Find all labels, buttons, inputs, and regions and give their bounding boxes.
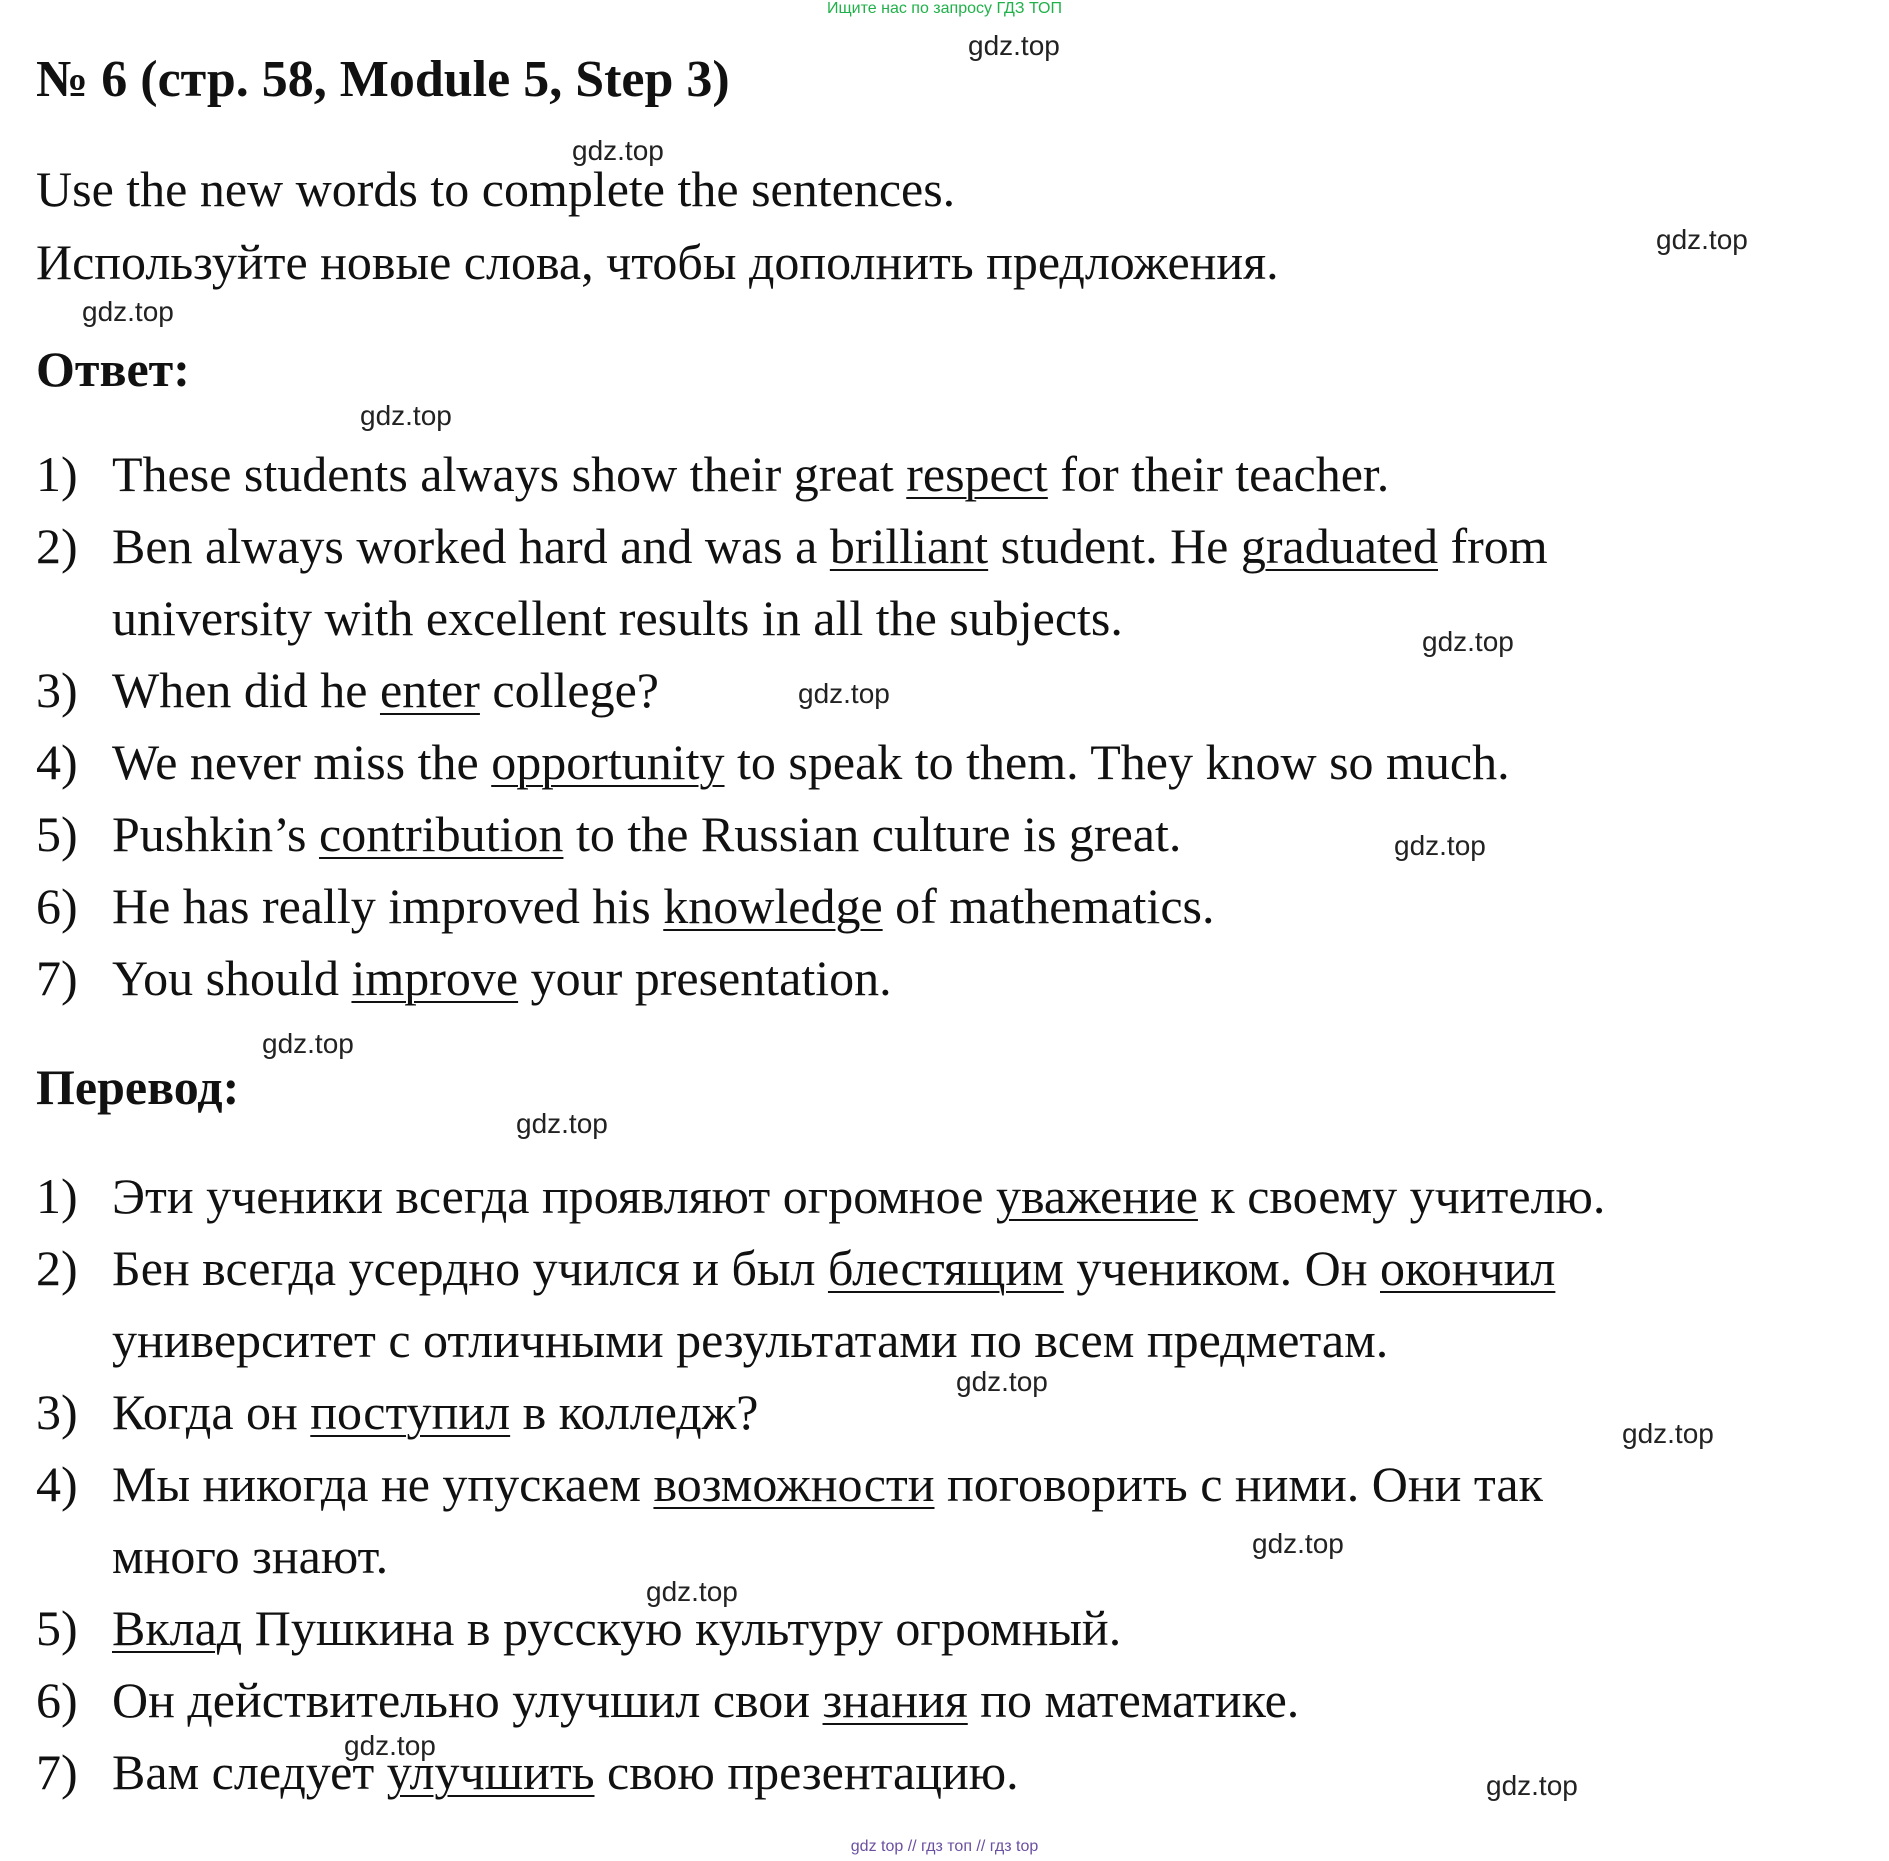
underlined-word: улучшить — [386, 1744, 595, 1800]
item-continuation: университет с отличными результатами по всем предметам. — [112, 1312, 1389, 1368]
watermark: gdz.top — [1656, 224, 1748, 255]
underlined-word: уважение — [995, 1168, 1198, 1224]
watermark: gdz.top — [262, 1028, 354, 1059]
page-title: № 6 (стр. 58, Module 5, Step 3) — [36, 51, 730, 108]
watermark: gdz.top — [968, 30, 1060, 61]
item-number: 2) — [36, 518, 78, 574]
underlined-word: respect — [906, 446, 1048, 502]
item-text: of mathematics. — [882, 878, 1215, 934]
answer-item-1 — [36, 438, 1389, 510]
translation-item-4 — [36, 1448, 1543, 1592]
item-text: We never miss the — [112, 734, 492, 790]
item-number: 1) — [36, 446, 78, 502]
underlined-word: блестящим — [827, 1240, 1064, 1296]
watermark: gdz.top — [344, 1730, 436, 1761]
underlined-word: поступил — [310, 1384, 511, 1440]
item-continuation: university with excellent results in all the subjects. — [112, 590, 1123, 646]
underlined-word: improve — [351, 950, 519, 1006]
underlined-word: brilliant — [829, 518, 989, 574]
answer-item-5 — [36, 798, 1181, 870]
item-text: свою презентацию. — [594, 1744, 1019, 1800]
item-text: He has really improved his — [112, 878, 664, 934]
item-text: поговорить с ними. Они так — [934, 1456, 1543, 1512]
item-text: к своему учителю. — [1197, 1168, 1606, 1224]
item-text: You should — [112, 950, 352, 1006]
watermark: gdz.top — [956, 1366, 1048, 1397]
item-text: Вам следует — [112, 1744, 387, 1800]
watermark: gdz.top — [572, 135, 664, 166]
item-text: Pushkin’s — [112, 806, 320, 862]
answer-item-3 — [36, 654, 659, 726]
watermark: gdz.top — [1252, 1528, 1344, 1559]
answer-item-4 — [36, 726, 1510, 798]
translation-item-6 — [36, 1664, 1299, 1736]
answer-heading: Ответ: — [36, 341, 190, 397]
item-text: по математике. — [967, 1672, 1300, 1728]
item-number: 3) — [36, 1384, 78, 1440]
item-text: в колледж? — [510, 1384, 759, 1440]
watermark: gdz.top — [82, 296, 174, 327]
item-text: college? — [479, 662, 659, 718]
translation-heading: Перевод: — [36, 1059, 240, 1115]
translation-item-7 — [36, 1736, 1019, 1808]
underlined-word: Вклад — [112, 1600, 243, 1656]
underlined-word: knowledge — [663, 878, 883, 934]
watermark: gdz.top — [646, 1576, 738, 1607]
watermark: gdz.top — [1394, 830, 1486, 861]
item-number: 6) — [36, 1672, 78, 1728]
item-text: to the Russian culture is great. — [563, 806, 1182, 862]
item-text: When did he — [112, 662, 380, 718]
underlined-word: graduated — [1240, 518, 1438, 574]
item-number: 4) — [36, 734, 78, 790]
instruction-ru: Используйте новые слова, чтобы дополнить предложения. — [36, 234, 1279, 290]
item-number: 6) — [36, 878, 78, 934]
answer-item-7 — [36, 942, 892, 1014]
watermark: gdz.top — [1622, 1418, 1714, 1449]
underlined-word: opportunity — [491, 734, 725, 790]
underlined-word: знания — [822, 1672, 968, 1728]
answer-item-6 — [36, 870, 1214, 942]
underlined-word: окончил — [1380, 1240, 1556, 1296]
item-continuation: много знают. — [112, 1528, 389, 1584]
item-text: Бен всегда усердно учился и был — [112, 1240, 828, 1296]
item-text: учеником. Он — [1063, 1240, 1380, 1296]
item-text: to speak to them. They know so much. — [724, 734, 1510, 790]
item-text: your presentation. — [518, 950, 892, 1006]
item-text: student. He — [988, 518, 1241, 574]
item-text: Пушкина в русскую культуру огромный. — [242, 1600, 1122, 1656]
item-number: 1) — [36, 1168, 78, 1224]
item-text: for their teacher. — [1047, 446, 1390, 502]
translation-item-1 — [36, 1160, 1605, 1232]
item-text: Когда он — [112, 1384, 311, 1440]
item-number: 7) — [36, 1744, 78, 1800]
watermark: gdz.top — [516, 1108, 608, 1139]
watermark: gdz.top — [1422, 626, 1514, 657]
footer: gdz top // гдз топ // гдз top — [850, 1838, 1039, 1855]
item-number: 2) — [36, 1240, 78, 1296]
item-text: from — [1438, 518, 1548, 574]
item-number: 5) — [36, 1600, 78, 1656]
underlined-word: возможности — [653, 1456, 935, 1512]
answer-item-2 — [36, 510, 1548, 654]
item-text: These students always show their great — [112, 446, 907, 502]
item-number: 4) — [36, 1456, 78, 1512]
item-number: 7) — [36, 950, 78, 1006]
watermark: gdz.top — [1486, 1770, 1578, 1801]
item-text: Ben always worked hard and was a — [112, 518, 830, 574]
watermark: gdz.top — [360, 400, 452, 431]
translation-item-3 — [36, 1376, 758, 1448]
translation-item-5 — [36, 1592, 1121, 1664]
watermark: gdz.top — [798, 678, 890, 709]
instruction-en: Use the new words to complete the sentences. — [36, 161, 956, 217]
translation-item-2 — [36, 1232, 1555, 1376]
top-banner: Ищите нас по запросу ГДЗ ТОП — [827, 0, 1062, 17]
underlined-word: enter — [379, 662, 480, 718]
item-number: 3) — [36, 662, 78, 718]
item-number: 5) — [36, 806, 78, 862]
underlined-word: contribution — [319, 806, 564, 862]
item-text: Эти ученики всегда проявляют огромное — [112, 1168, 996, 1224]
item-text: Мы никогда не упускаем — [112, 1456, 654, 1512]
item-text: Он действительно улучшил свои — [112, 1672, 823, 1728]
